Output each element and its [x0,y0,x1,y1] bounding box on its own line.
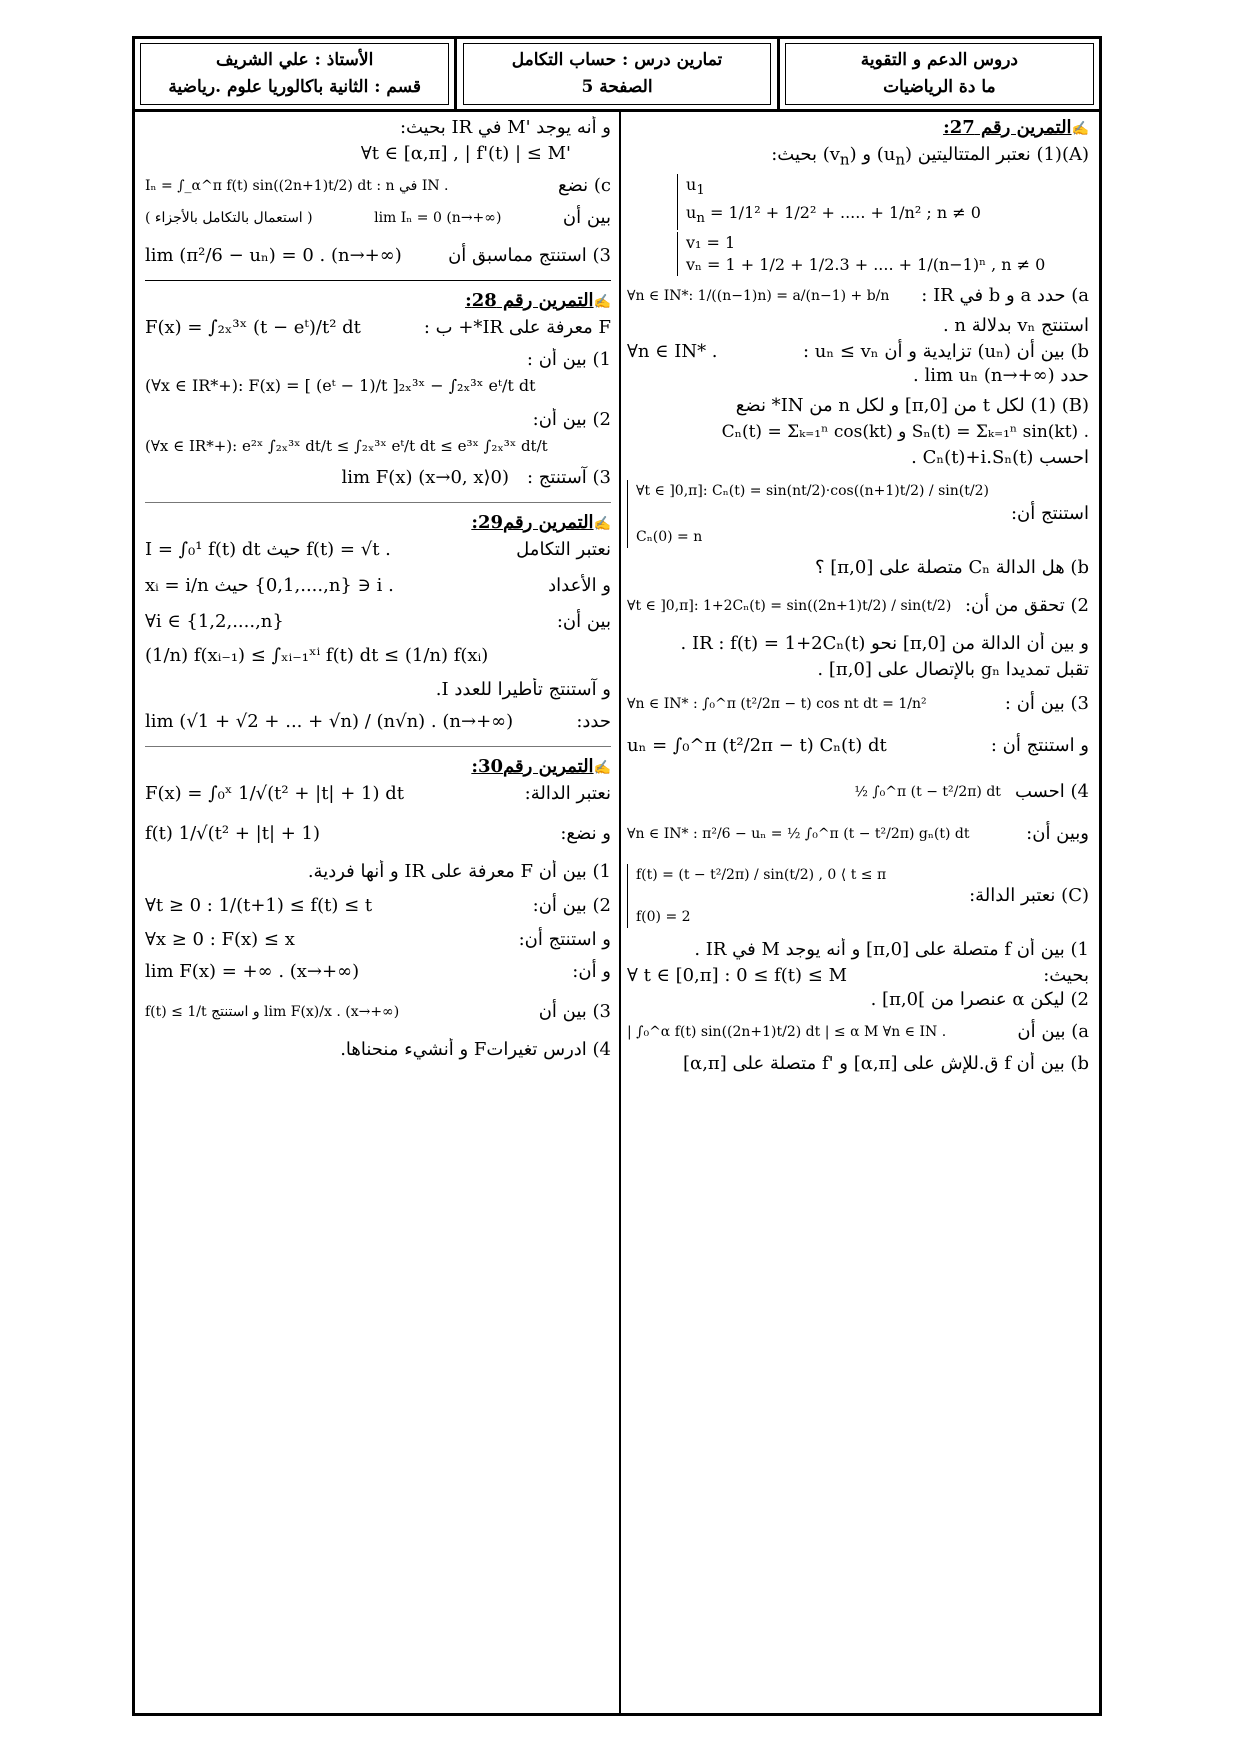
ex27-b-part1: (B) (1) لكل t من [0,π] و لكل n من IN* نضع [735,394,1089,416]
ex27-c-math1: f(t) = (t − t²/2π) / sin(t/2) , 0 ⟨ t ≤ π [636,866,887,883]
col2-bound: ∀t ∈ [α,π] , | f'(t) | ≤ M' [360,143,571,164]
ex27-a1-math: ∀n ∈ IN*: 1/((n−1)n) = a/(n−1) + b/n [627,287,890,304]
header-lesson-line1: تمارين درس : حساب التكامل [511,50,723,70]
ex30-q2b-math: ∀x ≥ 0 : F(x) ≤ x [145,929,295,950]
ex27-un: u [686,202,697,222]
ex27-c1b-label: بحيث: [1043,964,1089,986]
header-lesson [454,39,776,109]
ex27-a1-deduce: استنتج vₙ بدلالة n . [942,314,1089,336]
ex27-cn-formula: ∀t ∈ ]0,π]: Cₙ(t) = sin(nt/2)·cos((n+1)t/2) / sin(t/2) [636,482,989,499]
ex28-q3: 3) آستنتج : [527,467,611,488]
ex28-def-text: F معرفة على IR*+ ب : [423,317,611,338]
ex28-q1-math: (∀x ∈ IR*+): F(x) = [ (eᵗ − 1)/t ]₂ₓ³ˣ − ∫₂ₓ³ˣ eᵗ/t dt [145,376,536,395]
ex29-l2-math: xᵢ = i/n حيث {0,1,....,n} ∋ i . [145,575,394,596]
ex27-b3-text: 3) بين أن : [1004,692,1089,714]
ex27-a-intro-b: ) و (v [829,144,884,165]
ex29-l3-math: ∀i ∈ {1,2,....,n} [145,611,284,632]
ex29-l5: و آستنتج تأطيرا للعدد I. [435,679,611,700]
separator [145,280,611,281]
ex28-q3-math: lim F(x) (x→0, x⟩0) [341,467,510,488]
ex27-b2-math: ∀t ∈ ]0,π]: 1+2Cₙ(t) = sin((2n+1)t/2) / sin(t/2) [627,597,952,614]
ex27-vn: vₙ = 1 + 1/2 + 1/2.3 + .... + 1/(n−1)ⁿ , n ≠ 0 [686,254,1046,274]
ex29-l1-math: I = ∫₀¹ f(t) dt حيث f(t) = √t . [145,539,391,560]
ex30-q2-math: ∀t ≥ 0 : 1/(t+1) ≤ f(t) ≤ t [145,895,373,916]
page-frame [132,36,1102,1716]
header-course-line1: دروس الدعم و التقوية [860,50,1018,70]
separator [145,746,611,747]
ex27-b-sums: Cₙ(t) = Σₖ₌₁ⁿ cos(kt) و Sₙ(t) = Σₖ₌₁ⁿ sin(kt) . [721,421,1089,442]
col2-c-math: Iₙ = ∫_α^π f(t) sin((2n+1)t/2) dt : n في IN . [145,178,449,194]
ex30-q4: 4) ادرس تغيراتF و أنشيء منحناها. [340,1039,611,1060]
ex27-u1: u [686,174,697,194]
exercise-27-title: التمرين رقم 27: [943,117,1072,138]
col2-c-show-math: lim Iₙ = 0 (n→+∞) [374,210,502,226]
ex30-l2-math: f(t) 1/√(t² + |t| + 1) [145,823,321,844]
ex30-q2-text: 2) بين أن: [532,895,611,916]
ex27-b3-math2: uₙ = ∫₀^π (t²/2π − t) Cₙ(t) dt [627,734,887,756]
ex27-b-continuity: b) هل الدالة Cₙ متصلة على [0,π] ؟ [814,556,1089,578]
ex27-b3-deduce: و استنتج أن : [990,734,1089,756]
col2-p3-math: lim (π²/6 − uₙ) = 0 . (n→+∞) [145,245,402,266]
pencil-icon: ✍ [593,294,611,310]
ex27-b3-math: ∀n ∈ IN* : ∫₀^π (t²/2π − t) cos nt dt = 1/n² [627,695,927,712]
ex29-l3-text: بين أن: [556,611,611,632]
header-course-line2: ما دة الرياضيات [883,77,996,97]
ex27-c2: 2) ليكن α عنصرا من ]0,π] . [870,988,1089,1010]
ex30-l1-text: نعتبر الدالة: [524,783,611,804]
ex27-c-math2: f(0) = 2 [636,908,691,925]
ex27-b2-cont2: تقبل تمديدا gₙ بالإتصال على [0,π] . [817,658,1089,680]
ex27-c1: 1) بين أن f متصلة على [0,π] و أنه يوجد M في IR . [694,938,1089,960]
ex28-def-math: F(x) = ∫₂ₓ³ˣ (t − eᵗ)/t² dt [145,317,361,338]
ex30-l2-text: و نضع: [560,823,611,844]
ex27-v1: v₁ = 1 [686,232,736,252]
ex27-b1-limit: حدد lim uₙ (n→+∞) . [913,364,1089,386]
col2-c-show: بين أن [562,207,611,228]
header-teacher-line2: قسم : الثانية باكالوريا علوم .رياضية [168,77,422,97]
ex27-c2b: b) بين أن f ق.للإش على [α,π] و 'f متصلة على [α,π] [683,1052,1089,1074]
ex28-q2: 2) بين أن: [532,409,611,430]
ex27-a1-text: a) حدد a و b في IR : [921,284,1089,306]
ex27-c-text: (C) نعتبر الدالة: [969,884,1089,906]
header-teacher-line1: الأستاذ : علي الشريف [216,50,374,70]
ex30-q3-text: 3) بين أن [538,1001,611,1022]
ex27-b4-math2: ∀n ∈ IN* : π²/6 − uₙ = ½ ∫₀^π (t − t²/2π) gₙ(t) dt [627,825,970,842]
header-course [777,39,1099,109]
ex27-b2-cont1: و بين أن الدالة من [0,π] نحو IR : f(t) = 1+2Cₙ(t) . [680,632,1089,654]
ex27-b-deduce: استنتج أن: [1010,502,1089,524]
ex28-q1: 1) بين أن : [526,349,611,370]
col2-continuation: و أنه يوجد 'M في IR بحيث: [399,117,611,138]
exercise-29-title: التمرين رقم29: [471,512,594,533]
ex27-c2a-math: | ∫₀^α f(t) sin((2n+1)t/2) dt | ≤ α M ∀n ∈ IN . [627,1023,947,1040]
ex30-q2c-math: lim F(x) = +∞ . (x→+∞) [145,961,360,982]
header-teacher [135,39,454,109]
page-header [135,39,1099,112]
exercise-28-title: التمرين رقم 28: [465,290,594,311]
ex27-un-rhs: = 1/1² + 1/2² + ..... + 1/n² ; n ≠ 0 [710,202,981,222]
ex27-a-intro: (A)(1) نعتبر المتتاليتين (u [883,144,1089,165]
ex28-q2-math: (∀x ∈ IR*+): e²ˣ ∫₂ₓ³ˣ dt/t ≤ ∫₂ₓ³ˣ eᵗ/t dt ≤ e³ˣ ∫₂ₓ³ˣ dt/t [145,437,548,455]
header-page-number: الصفحة 5 [581,77,653,97]
pencil-icon: ✍ [593,760,611,776]
ex27-cn-zero: Cₙ(0) = n [636,528,703,545]
ex27-b2-text: 2) تحقق من أن: [964,594,1089,616]
pencil-icon: ✍ [593,516,611,532]
ex27-a-intro-c: ) بحيث: [771,144,830,165]
ex30-l1-math: F(x) = ∫₀ˣ 1/√(t² + |t| + 1) dt [145,783,404,804]
ex30-q3-math: f(t) ≤ 1/t و استنتج lim F(x)/x . (x→+∞) [145,1004,400,1020]
left-column [135,112,619,1713]
ex29-l6-text: حدد: [576,711,611,732]
ex27-b4-show: وبين أن: [1026,822,1089,844]
col2-c-text: c) نضع [557,175,611,196]
separator [145,502,611,503]
ex29-l2-text: و الأعداد [548,575,611,596]
pencil-icon: ✍ [1071,121,1089,137]
col2-p3: 3) استنتج مماسبق أن [448,245,611,266]
ex27-b4-text: 4) احسب [1014,780,1089,802]
ex29-l4-math: (1/n) f(xᵢ₋₁) ≤ ∫ₓᵢ₋₁ˣⁱ f(t) dt ≤ (1/n) f(xᵢ) [145,645,489,666]
ex27-b4-math: ½ ∫₀^π (t − t²/2π) dt [854,783,1001,800]
ex27-b1-math: ∀n ∈ IN* . [627,340,718,362]
col2-c-hint: ( استعمال بالتكامل بالأجزاء ) [145,210,313,226]
ex29-l1-text: نعتبر التكامل [516,539,611,560]
ex30-q2b-text: و استنتج أن: [518,929,611,950]
ex30-q2c-text: و أن: [572,961,611,982]
ex30-q1: 1) بين أن F معرفة على IR و أنها فردية. [307,861,611,882]
exercise-30-title: التمرين رقم30: [471,756,594,777]
right-column: ✍التمرين رقم 27: (A)(1) نعتبر المتتاليتين $(u_n)$ و $(v_n)$ بحيث: $u_1$ $u_n = 1/1^2 + 1/2^2$ + ..... + 1/n² ; n ≠ 0 v₁ = 1 vₙ = 1 + 1/2 + 1/2.3 + .... + 1/(n−1)ⁿ , n ≠ 0 a) حدد a و b في IR : ∀n ∈ IN*: 1/((n−1)n) = a/(n−1) + b/n استنتج vₙ بدلالة n . b) بين أن (uₙ) تزايدية و أن uₙ ≤ vₙ : ∀n ∈ IN* . حدد lim uₙ (n→+∞) . (B) (1) لكل t من [0,π] و لكل n من IN* نضع Cₙ(t) = Σₖ₌₁ⁿ cos(kt) و Sₙ(t) = Σₖ₌₁ⁿ sin(kt) . احسب Cₙ(t)+i.Sₙ(t) . استنتج أن: ∀t ∈ ]0,π]: Cₙ(t) = sin(nt/2)·cos((n+1)t/2) / sin(t/2) Cₙ(0) = n b) هل الدالة Cₙ متصلة على [0,π] ؟ 2) تحقق من أن: ∀t ∈ ]0,π]: 1+2Cₙ(t) = sin((2n+1)t/2) / sin(t/2) و بين أن الدالة من [0,π] نحو IR : f(t) = 1+2Cₙ(t) . تقبل تمديدا gₙ بالإتصال على [0,π] . 3) بين أن : ∀n ∈ IN* : ∫₀^π (t²/2π − t) cos nt dt = 1/n² و استنتج أن : uₙ = ∫₀^π (t²/2π − t) Cₙ(t) dt 4) احسب ½ ∫₀^π (t − t²/2π) dt وبين أن: ∀n ∈ IN* : π²/6 − uₙ = ½ ∫₀^π (t − t²/2π) gₙ(t) dt (C) نعتبر الدالة: f(t) = (t − t²/2π) / sin(t/2) , 0 ⟨ t ≤ π f(0) = 2 1) بين أن f متصلة على [0,π] و أنه يوجد M في IR . بحيث: ∀ t ∈ [0,π] : 0 ≤ f(t) ≤ M 2) ليكن α عنصرا من ]0,π] . a) بين أن | ∫₀^α f(t) sin((2n+1)t/2) dt | ≤ α M ∀n ∈ IN . b) بين أن f ق.للإش على [α,π] و 'f متصلة على [α,π] [619,112,1099,1713]
ex29-l6-math: lim (√1 + √2 + ... + √n) / (n√n) . (n→+∞) [145,711,514,732]
ex27-b-compute: احسب Cₙ(t)+i.Sₙ(t) . [911,446,1089,468]
ex27-c2a-text: a) بين أن [1017,1020,1089,1042]
ex27-b1-text: b) بين أن (uₙ) تزايدية و أن uₙ ≤ vₙ : [802,340,1089,362]
ex27-c1b-math: ∀ t ∈ [0,π] : 0 ≤ f(t) ≤ M [627,964,848,986]
